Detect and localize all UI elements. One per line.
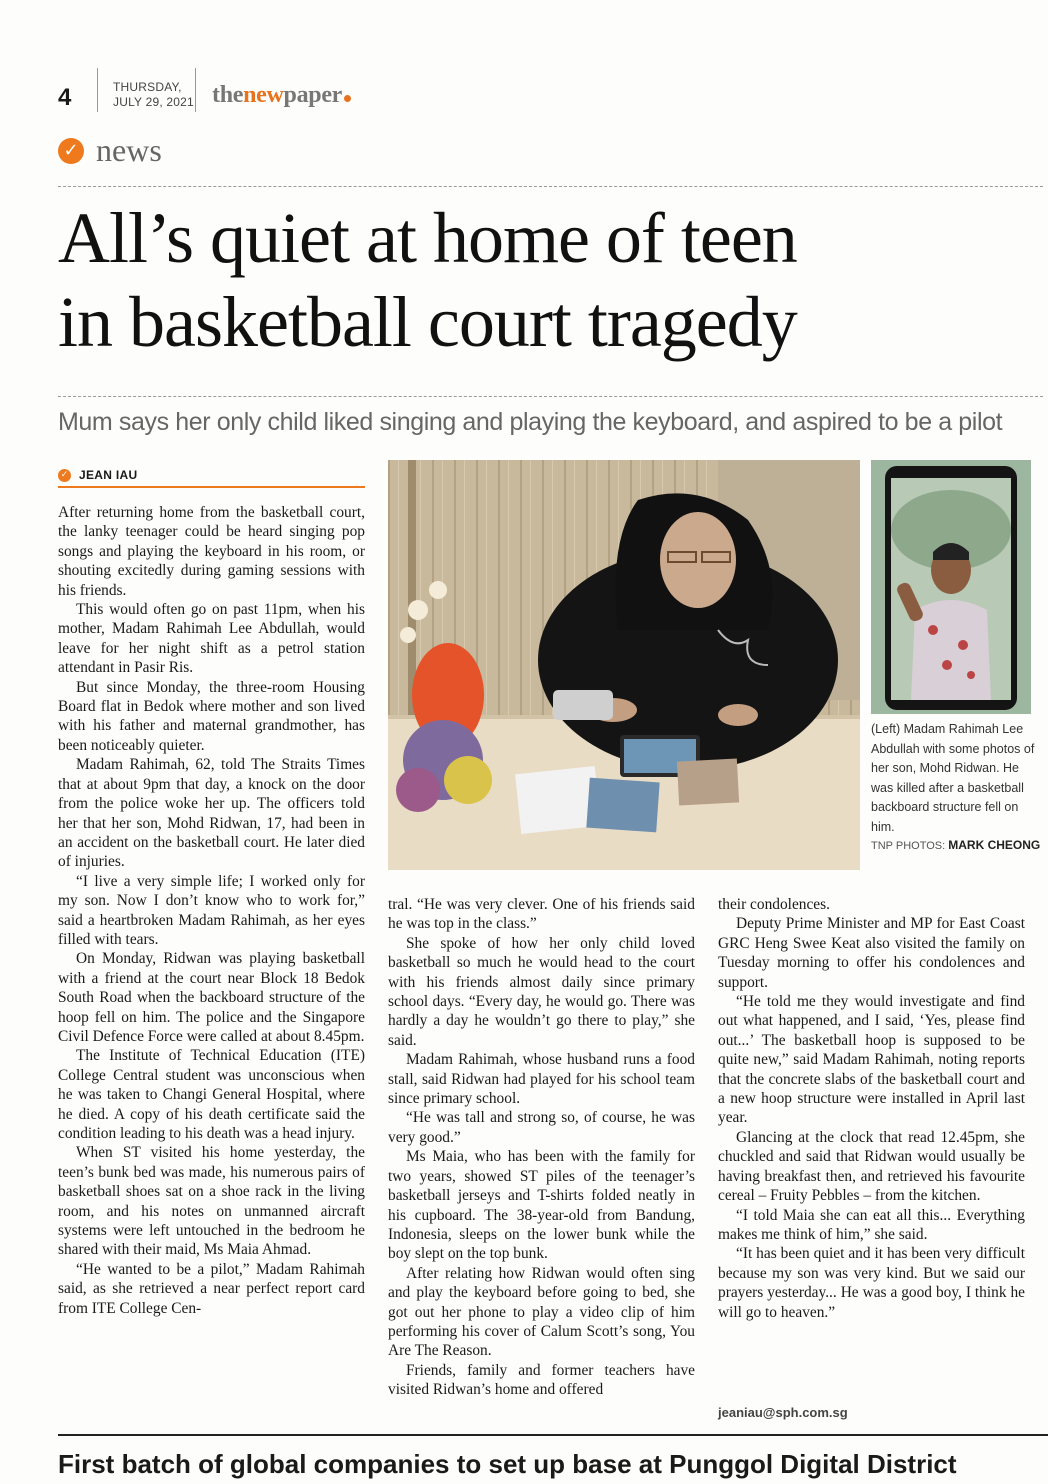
paragraph: But since Monday, the three-room Housing Board flat in Bedok where mother and son lived with his father and maternal grandmother, has been noticeably quieter. [58, 678, 365, 754]
subheadline: Mum says her only child liked singing and playing the keyboard, and aspired to be a pilot [58, 408, 1003, 436]
article-column-2 [388, 895, 695, 1400]
paragraph: Glancing at the clock that read 12.45pm, she chuckled and said that Ridwan would usually be having breakfast then, and retrieved his favourite cereal – Fruity Pebbles – from the kitchen. [718, 1128, 1025, 1205]
author-email[interactable]: jeaniau@sph.com.sg [718, 1405, 848, 1420]
paragraph: When ST visited his home yesterday, the teen’s bunk bed was made, his numerous pairs of basketball shoes sat on a shoe rack in the living room, and his notes on unmanned aircraft systems were left untouched in the bedroom he shared with their maid, Ms Maia Ahmad. [58, 1144, 365, 1259]
photo-credit-label: TNP PHOTOS: [871, 840, 946, 852]
main-photo-image [388, 460, 860, 870]
paragraph: “I live a very simple life; I worked only for my son. Now I don’t know who to work for,” said a heartbroken Madam Rahimah, as her eyes filled with tears. [58, 872, 365, 948]
masthead-divider [195, 68, 196, 112]
divider [58, 396, 1043, 397]
bottom-rule [58, 1434, 1048, 1436]
photographer-name: MARK CHEONG [948, 838, 1041, 852]
photo-credit [871, 838, 1040, 852]
paragraph: After relating how Ridwan would often sing and play the keyboard before going to bed, she got out her phone to play a video clip of him performing his cover of Calum Scott’s song, You Are The Reason. [388, 1264, 695, 1360]
paragraph: She spoke of how her only child loved basketball so much he would head to the court with his friends almost daily since primary school days. “Every day, he would go. There was hardly a day he wouldn’t go there to play,” she said. [388, 934, 695, 1049]
photo-caption: (Left) Madam Rahimah Lee Abdullah with some photos of her son, Mohd Ridwan. He was killed after a basketball backboard structure fell on him. [871, 722, 1035, 834]
paragraph: “He wanted to be a pilot,” Madam Rahimah said, as she retrieved a near perfect report card from ITE College Cen- [58, 1260, 365, 1317]
paragraph: “I told Maia she can eat all this... Everything makes me think of him,” she said. [718, 1206, 1025, 1243]
paragraph: After returning home from the basketball court, the lanky teenager could be heard singing pop songs and playing the keyboard in his room, or shouting excitedly during gaming sessions with his friends. [58, 504, 365, 599]
byline [58, 464, 365, 488]
section-label: news [96, 132, 162, 168]
paragraph: “He was tall and strong so, of course, he was very good.” [388, 1109, 695, 1146]
page-number: 4 [58, 84, 72, 111]
paragraph: Madam Rahimah, whose husband runs a food stall, said Ridwan had played for his school team since primary school. [388, 1051, 695, 1108]
checkmark-icon: ✓ [58, 138, 84, 164]
main-photo [388, 460, 860, 870]
divider [58, 186, 1043, 187]
headline [58, 196, 1043, 364]
article-column-3 [718, 895, 1025, 1322]
newspaper-logo: thenewpaper [212, 82, 351, 109]
paragraph: On Monday, Ridwan was playing basketball with a friend at the court near Block 18 Bedok South Road when the backboard structure of the hoop fell on him. The police and the Singapore Civil Defence Force were called at about 8.45pm. [58, 950, 365, 1045]
headline-line: All’s quiet at home of teen [58, 198, 797, 278]
phone-photo-image [871, 460, 1031, 714]
article-column-1 [58, 503, 365, 1318]
paragraph: tral. “He was very clever. One of his friends said he was top in the class.” [388, 896, 695, 933]
logo-dot-icon [344, 95, 351, 102]
paragraph: “It has been quiet and it has been very difficult because my son was very kind. But we said our prayers yesterday... He was a good boy, I think he will go to heaven.” [718, 1245, 1025, 1321]
paragraph: their condolences. [718, 896, 830, 913]
paragraph: This would often go on past 11pm, when his mother, Madam Rahimah Lee Abdullah, would leave for her night shift as a petrol station attendant in Pasir Ris. [58, 601, 365, 677]
issue-date-full: JULY 29, 2021 [113, 95, 194, 109]
section-tag [58, 132, 162, 169]
paragraph: Ms Maia, who has been with the family for two years, showed ST piles of the teenager’s basketball jerseys and T-shirts folded neatly in his cupboard. The 38-year-old from Bandung, Indonesia, sleeps on the lower bunk while the boy slept on the top bunk. [388, 1148, 695, 1263]
issue-date-day: THURSDAY, [113, 80, 182, 94]
byline-name: JEAN IAU [79, 468, 138, 482]
headline-line: in basketball court tragedy [58, 282, 797, 362]
next-article-teaser: First batch of global companies to set up base at Punggol Digital District [58, 1449, 957, 1479]
paragraph: Friends, family and former teachers have visited Ridwan’s home and offered [388, 1361, 695, 1399]
checkmark-icon: ✓ [58, 469, 71, 482]
masthead-divider [97, 68, 98, 112]
paragraph: The Institute of Technical Education (ITE) College Central student was unconscious when he was taken to Changi General Hospital, where he died. A copy of his death certificate said the condition leading to his death was a head injury. [58, 1047, 365, 1142]
paragraph: Deputy Prime Minister and MP for East Coast GRC Heng Swee Keat also visited the family on Tuesday morning to offer his condolences and support. [718, 915, 1025, 991]
issue-date [113, 80, 194, 110]
phone-photo [871, 460, 1031, 714]
paragraph: “He told me they would investigate and find out what happened, and I said, ‘Yes, please find out...’ The basketball hoop is supposed to be quite new,” said Madam Rahimah, noting reports that the concrete slabs of the basketball court and a new hoop structure were installed in April last year. [718, 993, 1025, 1127]
paragraph: Madam Rahimah, 62, told The Straits Times that at about 9pm that day, a knock on the door from the police woke her up. The officers told her that her son, Mohd Ridwan, 17, had been in an accident on the basketball court. He later died of injuries. [58, 756, 365, 871]
